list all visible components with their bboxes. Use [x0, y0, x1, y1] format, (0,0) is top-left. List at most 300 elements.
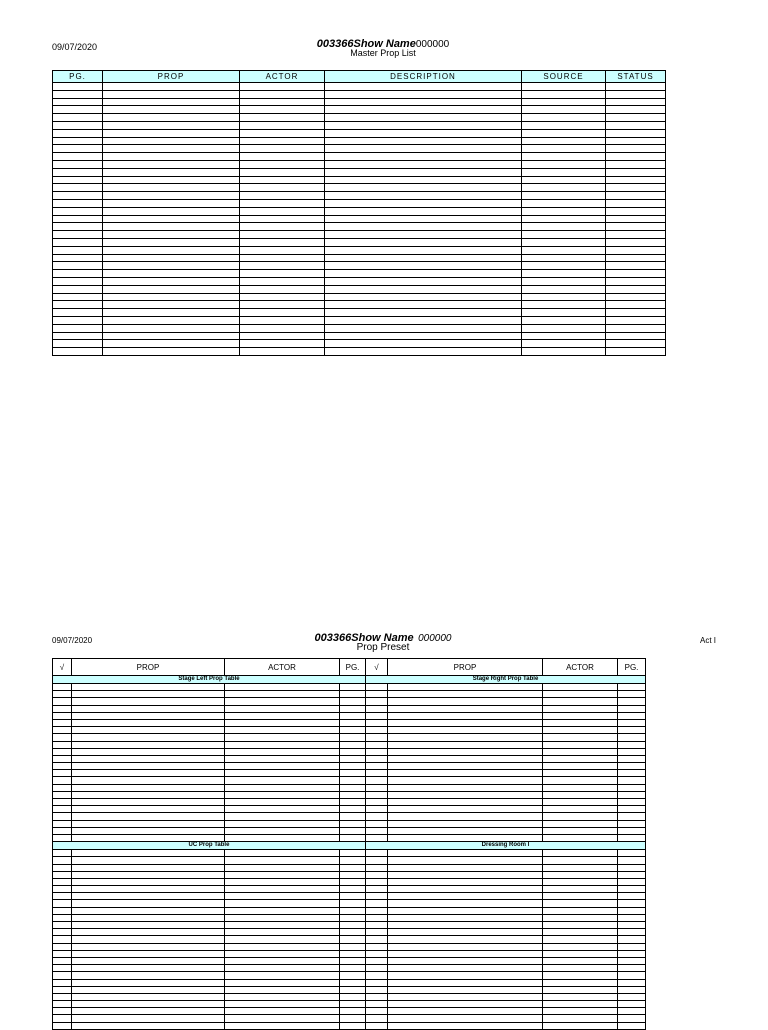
status-cell[interactable]	[606, 332, 666, 340]
pg-cell[interactable]	[340, 827, 366, 834]
actor-cell[interactable]	[543, 878, 618, 885]
actor-cell[interactable]	[240, 301, 325, 309]
prop-cell[interactable]	[388, 727, 543, 734]
prop-cell[interactable]	[72, 834, 225, 841]
pg-cell[interactable]	[340, 936, 366, 943]
source-cell[interactable]	[522, 324, 606, 332]
actor-cell[interactable]	[543, 1015, 618, 1022]
status-cell[interactable]	[606, 160, 666, 168]
check-cell[interactable]	[53, 979, 72, 986]
status-cell[interactable]	[606, 231, 666, 239]
pg-cell[interactable]	[618, 755, 646, 762]
actor-cell[interactable]	[240, 270, 325, 278]
actor-cell[interactable]	[543, 719, 618, 726]
prop-cell[interactable]	[72, 929, 225, 936]
prop-cell[interactable]	[103, 184, 240, 192]
prop-cell[interactable]	[103, 231, 240, 239]
pg-cell[interactable]	[53, 199, 103, 207]
pg-cell[interactable]	[340, 806, 366, 813]
check-cell[interactable]	[366, 850, 388, 857]
prop-cell[interactable]	[103, 192, 240, 200]
pg-cell[interactable]	[53, 316, 103, 324]
prop-cell[interactable]	[72, 755, 225, 762]
actor-cell[interactable]	[225, 857, 340, 864]
check-cell[interactable]	[366, 886, 388, 893]
prop-cell[interactable]	[72, 972, 225, 979]
check-cell[interactable]	[366, 799, 388, 806]
pg-cell[interactable]	[340, 857, 366, 864]
prop-cell[interactable]	[103, 137, 240, 145]
check-cell[interactable]	[53, 965, 72, 972]
actor-cell[interactable]	[240, 168, 325, 176]
actor-cell[interactable]	[225, 691, 340, 698]
prop-cell[interactable]	[103, 83, 240, 91]
source-cell[interactable]	[522, 262, 606, 270]
status-cell[interactable]	[606, 114, 666, 122]
description-cell[interactable]	[325, 98, 522, 106]
pg-cell[interactable]	[340, 979, 366, 986]
status-cell[interactable]	[606, 90, 666, 98]
pg-cell[interactable]	[618, 712, 646, 719]
check-cell[interactable]	[366, 907, 388, 914]
pg-cell[interactable]	[53, 246, 103, 254]
status-cell[interactable]	[606, 184, 666, 192]
status-cell[interactable]	[606, 340, 666, 348]
actor-cell[interactable]	[225, 929, 340, 936]
description-cell[interactable]	[325, 106, 522, 114]
source-cell[interactable]	[522, 153, 606, 161]
description-cell[interactable]	[325, 184, 522, 192]
description-cell[interactable]	[325, 309, 522, 317]
pg-cell[interactable]	[53, 285, 103, 293]
check-cell[interactable]	[53, 907, 72, 914]
pg-cell[interactable]	[618, 993, 646, 1000]
status-cell[interactable]	[606, 215, 666, 223]
prop-cell[interactable]	[388, 806, 543, 813]
prop-cell[interactable]	[388, 864, 543, 871]
actor-cell[interactable]	[543, 993, 618, 1000]
actor-cell[interactable]	[225, 1022, 340, 1029]
prop-cell[interactable]	[72, 993, 225, 1000]
pg-cell[interactable]	[618, 719, 646, 726]
source-cell[interactable]	[522, 184, 606, 192]
prop-cell[interactable]	[103, 254, 240, 262]
check-cell[interactable]	[53, 770, 72, 777]
actor-cell[interactable]	[240, 231, 325, 239]
actor-cell[interactable]	[543, 900, 618, 907]
description-cell[interactable]	[325, 231, 522, 239]
prop-cell[interactable]	[388, 929, 543, 936]
source-cell[interactable]	[522, 145, 606, 153]
status-cell[interactable]	[606, 192, 666, 200]
source-cell[interactable]	[522, 238, 606, 246]
check-cell[interactable]	[53, 936, 72, 943]
check-cell[interactable]	[366, 914, 388, 921]
prop-cell[interactable]	[103, 238, 240, 246]
pg-cell[interactable]	[340, 993, 366, 1000]
check-cell[interactable]	[366, 813, 388, 820]
prop-cell[interactable]	[72, 741, 225, 748]
description-cell[interactable]	[325, 153, 522, 161]
source-cell[interactable]	[522, 160, 606, 168]
pg-cell[interactable]	[53, 332, 103, 340]
description-cell[interactable]	[325, 340, 522, 348]
pg-cell[interactable]	[618, 979, 646, 986]
prop-cell[interactable]	[72, 857, 225, 864]
check-cell[interactable]	[366, 1008, 388, 1015]
actor-cell[interactable]	[543, 986, 618, 993]
description-cell[interactable]	[325, 207, 522, 215]
status-cell[interactable]	[606, 98, 666, 106]
pg-cell[interactable]	[340, 1015, 366, 1022]
prop-cell[interactable]	[388, 784, 543, 791]
pg-cell[interactable]	[340, 986, 366, 993]
prop-cell[interactable]	[388, 799, 543, 806]
prop-cell[interactable]	[103, 277, 240, 285]
check-cell[interactable]	[53, 864, 72, 871]
check-cell[interactable]	[366, 684, 388, 691]
prop-cell[interactable]	[388, 886, 543, 893]
prop-cell[interactable]	[388, 748, 543, 755]
actor-cell[interactable]	[225, 972, 340, 979]
actor-cell[interactable]	[225, 813, 340, 820]
pg-cell[interactable]	[618, 907, 646, 914]
actor-cell[interactable]	[225, 893, 340, 900]
description-cell[interactable]	[325, 215, 522, 223]
actor-cell[interactable]	[543, 705, 618, 712]
pg-cell[interactable]	[53, 192, 103, 200]
status-cell[interactable]	[606, 324, 666, 332]
prop-cell[interactable]	[388, 986, 543, 993]
actor-cell[interactable]	[240, 83, 325, 91]
source-cell[interactable]	[522, 231, 606, 239]
pg-cell[interactable]	[53, 168, 103, 176]
source-cell[interactable]	[522, 246, 606, 254]
check-cell[interactable]	[366, 972, 388, 979]
status-cell[interactable]	[606, 309, 666, 317]
pg-cell[interactable]	[618, 741, 646, 748]
prop-cell[interactable]	[72, 900, 225, 907]
pg-cell[interactable]	[618, 705, 646, 712]
pg-cell[interactable]	[53, 106, 103, 114]
check-cell[interactable]	[53, 857, 72, 864]
prop-cell[interactable]	[388, 914, 543, 921]
pg-cell[interactable]	[340, 850, 366, 857]
source-cell[interactable]	[522, 301, 606, 309]
prop-cell[interactable]	[388, 712, 543, 719]
check-cell[interactable]	[366, 965, 388, 972]
pg-cell[interactable]	[340, 943, 366, 950]
status-cell[interactable]	[606, 348, 666, 356]
check-cell[interactable]	[366, 900, 388, 907]
actor-cell[interactable]	[543, 741, 618, 748]
check-cell[interactable]	[53, 943, 72, 950]
pg-cell[interactable]	[340, 734, 366, 741]
actor-cell[interactable]	[543, 857, 618, 864]
actor-cell[interactable]	[225, 806, 340, 813]
prop-cell[interactable]	[103, 246, 240, 254]
pg-cell[interactable]	[340, 748, 366, 755]
actor-cell[interactable]	[543, 886, 618, 893]
source-cell[interactable]	[522, 254, 606, 262]
check-cell[interactable]	[53, 950, 72, 957]
source-cell[interactable]	[522, 98, 606, 106]
pg-cell[interactable]	[340, 813, 366, 820]
pg-cell[interactable]	[340, 719, 366, 726]
pg-cell[interactable]	[340, 1001, 366, 1008]
actor-cell[interactable]	[240, 192, 325, 200]
status-cell[interactable]	[606, 223, 666, 231]
actor-cell[interactable]	[240, 176, 325, 184]
prop-cell[interactable]	[72, 936, 225, 943]
prop-cell[interactable]	[388, 820, 543, 827]
pg-cell[interactable]	[618, 813, 646, 820]
actor-cell[interactable]	[240, 114, 325, 122]
pg-cell[interactable]	[618, 698, 646, 705]
source-cell[interactable]	[522, 114, 606, 122]
prop-cell[interactable]	[388, 1001, 543, 1008]
actor-cell[interactable]	[225, 727, 340, 734]
actor-cell[interactable]	[240, 340, 325, 348]
check-cell[interactable]	[53, 1022, 72, 1029]
check-cell[interactable]	[366, 857, 388, 864]
description-cell[interactable]	[325, 270, 522, 278]
check-cell[interactable]	[366, 943, 388, 950]
prop-cell[interactable]	[72, 950, 225, 957]
check-cell[interactable]	[366, 993, 388, 1000]
description-cell[interactable]	[325, 324, 522, 332]
actor-cell[interactable]	[543, 957, 618, 964]
prop-cell[interactable]	[72, 820, 225, 827]
check-cell[interactable]	[53, 834, 72, 841]
actor-cell[interactable]	[240, 348, 325, 356]
actor-cell[interactable]	[240, 277, 325, 285]
pg-cell[interactable]	[340, 871, 366, 878]
pg-cell[interactable]	[618, 871, 646, 878]
source-cell[interactable]	[522, 90, 606, 98]
prop-cell[interactable]	[103, 316, 240, 324]
prop-cell[interactable]	[388, 893, 543, 900]
pg-cell[interactable]	[53, 176, 103, 184]
actor-cell[interactable]	[225, 950, 340, 957]
prop-cell[interactable]	[103, 293, 240, 301]
actor-cell[interactable]	[225, 741, 340, 748]
prop-cell[interactable]	[103, 145, 240, 153]
pg-cell[interactable]	[340, 914, 366, 921]
status-cell[interactable]	[606, 316, 666, 324]
prop-cell[interactable]	[103, 129, 240, 137]
actor-cell[interactable]	[543, 684, 618, 691]
actor-cell[interactable]	[543, 914, 618, 921]
prop-cell[interactable]	[72, 791, 225, 798]
check-cell[interactable]	[366, 763, 388, 770]
check-cell[interactable]	[53, 719, 72, 726]
actor-cell[interactable]	[543, 979, 618, 986]
actor-cell[interactable]	[240, 129, 325, 137]
actor-cell[interactable]	[543, 813, 618, 820]
actor-cell[interactable]	[225, 922, 340, 929]
check-cell[interactable]	[53, 871, 72, 878]
pg-cell[interactable]	[618, 734, 646, 741]
actor-cell[interactable]	[225, 820, 340, 827]
prop-cell[interactable]	[388, 907, 543, 914]
pg-cell[interactable]	[340, 1008, 366, 1015]
pg-cell[interactable]	[618, 1001, 646, 1008]
prop-cell[interactable]	[388, 943, 543, 950]
check-cell[interactable]	[53, 712, 72, 719]
actor-cell[interactable]	[225, 712, 340, 719]
actor-cell[interactable]	[225, 979, 340, 986]
status-cell[interactable]	[606, 277, 666, 285]
check-cell[interactable]	[366, 893, 388, 900]
actor-cell[interactable]	[225, 748, 340, 755]
pg-cell[interactable]	[618, 922, 646, 929]
pg-cell[interactable]	[618, 950, 646, 957]
pg-cell[interactable]	[340, 784, 366, 791]
check-cell[interactable]	[366, 719, 388, 726]
pg-cell[interactable]	[340, 1022, 366, 1029]
actor-cell[interactable]	[543, 965, 618, 972]
source-cell[interactable]	[522, 293, 606, 301]
pg-cell[interactable]	[53, 262, 103, 270]
status-cell[interactable]	[606, 293, 666, 301]
description-cell[interactable]	[325, 168, 522, 176]
pg-cell[interactable]	[340, 900, 366, 907]
check-cell[interactable]	[53, 986, 72, 993]
description-cell[interactable]	[325, 83, 522, 91]
actor-cell[interactable]	[543, 770, 618, 777]
actor-cell[interactable]	[225, 834, 340, 841]
check-cell[interactable]	[366, 712, 388, 719]
source-cell[interactable]	[522, 277, 606, 285]
actor-cell[interactable]	[240, 199, 325, 207]
check-cell[interactable]	[366, 755, 388, 762]
check-cell[interactable]	[366, 922, 388, 929]
pg-cell[interactable]	[618, 943, 646, 950]
actor-cell[interactable]	[543, 850, 618, 857]
check-cell[interactable]	[366, 741, 388, 748]
check-cell[interactable]	[366, 748, 388, 755]
status-cell[interactable]	[606, 285, 666, 293]
pg-cell[interactable]	[340, 799, 366, 806]
pg-cell[interactable]	[618, 929, 646, 936]
actor-cell[interactable]	[225, 734, 340, 741]
pg-cell[interactable]	[618, 864, 646, 871]
prop-cell[interactable]	[103, 98, 240, 106]
source-cell[interactable]	[522, 121, 606, 129]
prop-cell[interactable]	[103, 270, 240, 278]
source-cell[interactable]	[522, 106, 606, 114]
source-cell[interactable]	[522, 83, 606, 91]
pg-cell[interactable]	[53, 153, 103, 161]
pg-cell[interactable]	[618, 763, 646, 770]
prop-cell[interactable]	[388, 900, 543, 907]
actor-cell[interactable]	[225, 900, 340, 907]
actor-cell[interactable]	[240, 153, 325, 161]
prop-cell[interactable]	[388, 957, 543, 964]
pg-cell[interactable]	[53, 121, 103, 129]
actor-cell[interactable]	[543, 734, 618, 741]
actor-cell[interactable]	[225, 943, 340, 950]
check-cell[interactable]	[366, 705, 388, 712]
actor-cell[interactable]	[225, 1008, 340, 1015]
check-cell[interactable]	[53, 791, 72, 798]
pg-cell[interactable]	[340, 791, 366, 798]
actor-cell[interactable]	[543, 1022, 618, 1029]
pg-cell[interactable]	[618, 827, 646, 834]
prop-cell[interactable]	[388, 834, 543, 841]
description-cell[interactable]	[325, 262, 522, 270]
actor-cell[interactable]	[240, 262, 325, 270]
check-cell[interactable]	[53, 893, 72, 900]
prop-cell[interactable]	[388, 979, 543, 986]
actor-cell[interactable]	[240, 285, 325, 293]
check-cell[interactable]	[366, 1001, 388, 1008]
source-cell[interactable]	[522, 176, 606, 184]
pg-cell[interactable]	[618, 1022, 646, 1029]
actor-cell[interactable]	[543, 820, 618, 827]
status-cell[interactable]	[606, 238, 666, 246]
pg-cell[interactable]	[340, 965, 366, 972]
pg-cell[interactable]	[53, 83, 103, 91]
pg-cell[interactable]	[53, 114, 103, 122]
pg-cell[interactable]	[53, 184, 103, 192]
check-cell[interactable]	[53, 777, 72, 784]
pg-cell[interactable]	[53, 160, 103, 168]
pg-cell[interactable]	[618, 791, 646, 798]
description-cell[interactable]	[325, 114, 522, 122]
status-cell[interactable]	[606, 168, 666, 176]
actor-cell[interactable]	[240, 223, 325, 231]
actor-cell[interactable]	[543, 1001, 618, 1008]
check-cell[interactable]	[53, 806, 72, 813]
check-cell[interactable]	[366, 727, 388, 734]
prop-cell[interactable]	[103, 160, 240, 168]
status-cell[interactable]	[606, 137, 666, 145]
status-cell[interactable]	[606, 145, 666, 153]
actor-cell[interactable]	[225, 936, 340, 943]
actor-cell[interactable]	[240, 184, 325, 192]
pg-cell[interactable]	[618, 770, 646, 777]
description-cell[interactable]	[325, 176, 522, 184]
actor-cell[interactable]	[225, 986, 340, 993]
prop-cell[interactable]	[388, 965, 543, 972]
check-cell[interactable]	[53, 900, 72, 907]
pg-cell[interactable]	[618, 936, 646, 943]
prop-cell[interactable]	[72, 734, 225, 741]
check-cell[interactable]	[366, 806, 388, 813]
prop-cell[interactable]	[72, 850, 225, 857]
check-cell[interactable]	[53, 850, 72, 857]
check-cell[interactable]	[366, 734, 388, 741]
prop-cell[interactable]	[103, 262, 240, 270]
pg-cell[interactable]	[53, 324, 103, 332]
check-cell[interactable]	[53, 1015, 72, 1022]
actor-cell[interactable]	[225, 784, 340, 791]
actor-cell[interactable]	[240, 145, 325, 153]
prop-cell[interactable]	[72, 748, 225, 755]
check-cell[interactable]	[53, 755, 72, 762]
pg-cell[interactable]	[618, 986, 646, 993]
prop-cell[interactable]	[388, 993, 543, 1000]
actor-cell[interactable]	[240, 254, 325, 262]
description-cell[interactable]	[325, 199, 522, 207]
pg-cell[interactable]	[53, 98, 103, 106]
pg-cell[interactable]	[53, 301, 103, 309]
pg-cell[interactable]	[53, 90, 103, 98]
source-cell[interactable]	[522, 192, 606, 200]
pg-cell[interactable]	[618, 893, 646, 900]
